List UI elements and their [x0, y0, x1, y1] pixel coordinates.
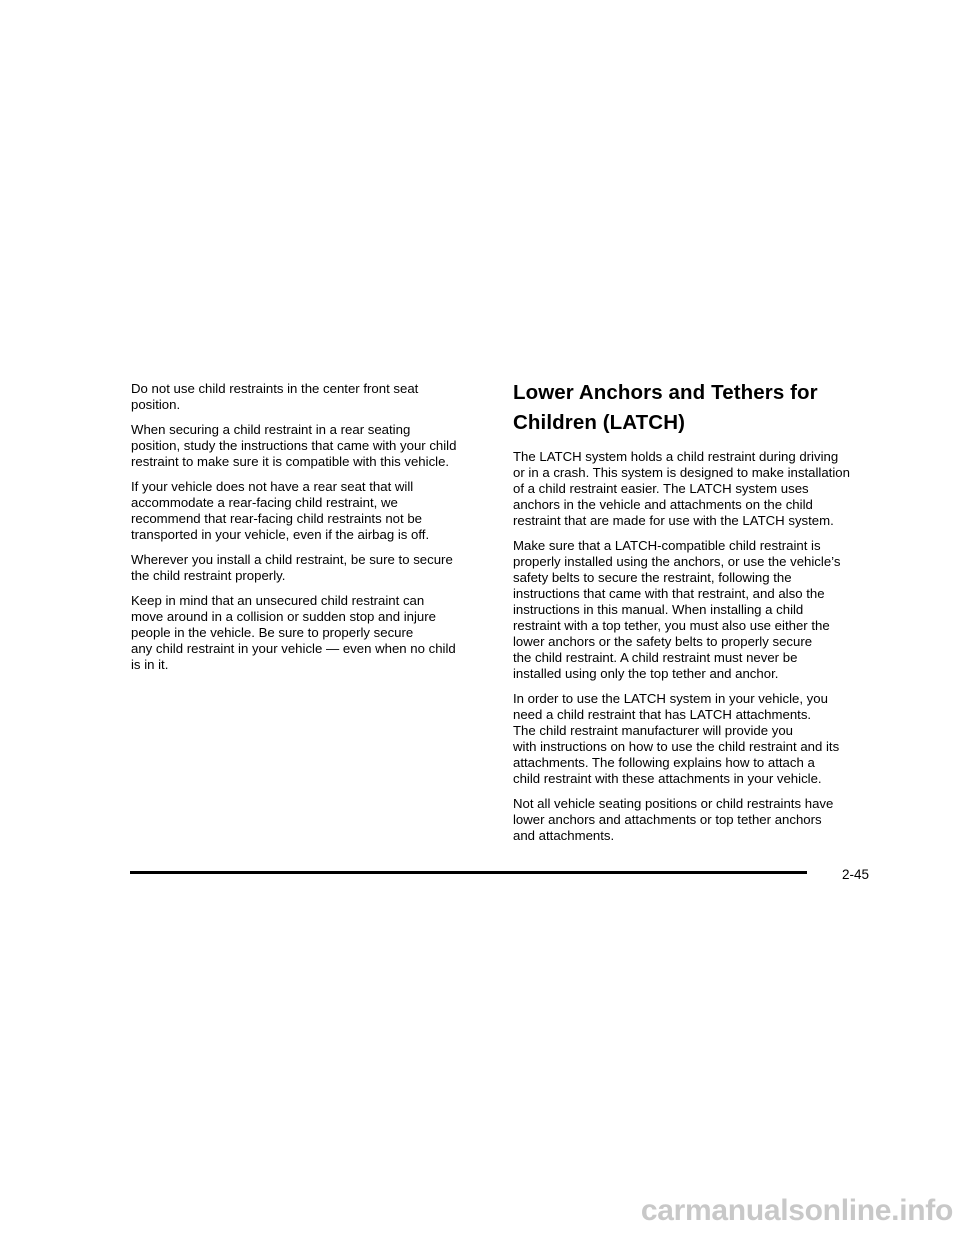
paragraph-center-seat: Do not use child restraints in the center front seat position. [131, 381, 419, 412]
right-column [513, 378, 875, 853]
footer-rule [130, 871, 807, 874]
paragraph-rear-seating: When securing a child restraint in a rear seating position, study the instructions that came with your child restraint to make sure it is compatible with this vehicle. [131, 422, 457, 469]
paragraph-no-rear-seat: If your vehicle does not have a rear seat that will accommodate a rear-facing child restraint, we recommend that rear-facing child restraints not be transported in your vehicle, even if the airbag is off. [131, 479, 430, 542]
left-column [131, 381, 491, 682]
section-heading: Lower Anchors and Tethers for Children (LATCH) [513, 381, 818, 434]
paragraph-latch-attachments: In order to use the LATCH system in your vehicle, you need a child restraint that has LATCH attachments. The child restraint manufacturer will provide you with instructions on how to use the child restraint and its attachments. The following explains how to attach a child restraint with these attachments in your vehicle. [513, 691, 840, 786]
paragraph-latch-compatible: Make sure that a LATCH-compatible child restraint is properly installed using the anchors, or use the vehicle’s safety belts to secure the restraint, following the instructions that came with that restraint, and also the instructions in this manual. When installing a child restraint with a top tether, you must also use either the lower anchors or the safety belts to properly secure the child restraint. A child restraint must never be installed using only the top tether and anchor. [513, 538, 841, 681]
paragraph-secure-properly: Wherever you install a child restraint, be sure to secure the child restraint properly. [131, 552, 453, 583]
paragraph-not-all-positions: Not all vehicle seating positions or child restraints have lower anchors and attachments or top tether anchors and attachments. [513, 796, 834, 843]
paragraph-unsecured-restraint: Keep in mind that an unsecured child restraint can move around in a collision or sudden stop and injure people in the vehicle. Be sure to properly secure any child restraint in your vehicle — even when no child is in it. [131, 593, 456, 672]
paragraph-latch-system: The LATCH system holds a child restraint during driving or in a crash. This system is designed to make installation of a child restraint easier. The LATCH system uses anchors in the vehicle and attachments on the child restraint that are made for use with the LATCH system. [513, 449, 850, 528]
page-number: 2-45 [842, 867, 870, 882]
watermark: carmanualsonline.info [640, 1194, 953, 1227]
